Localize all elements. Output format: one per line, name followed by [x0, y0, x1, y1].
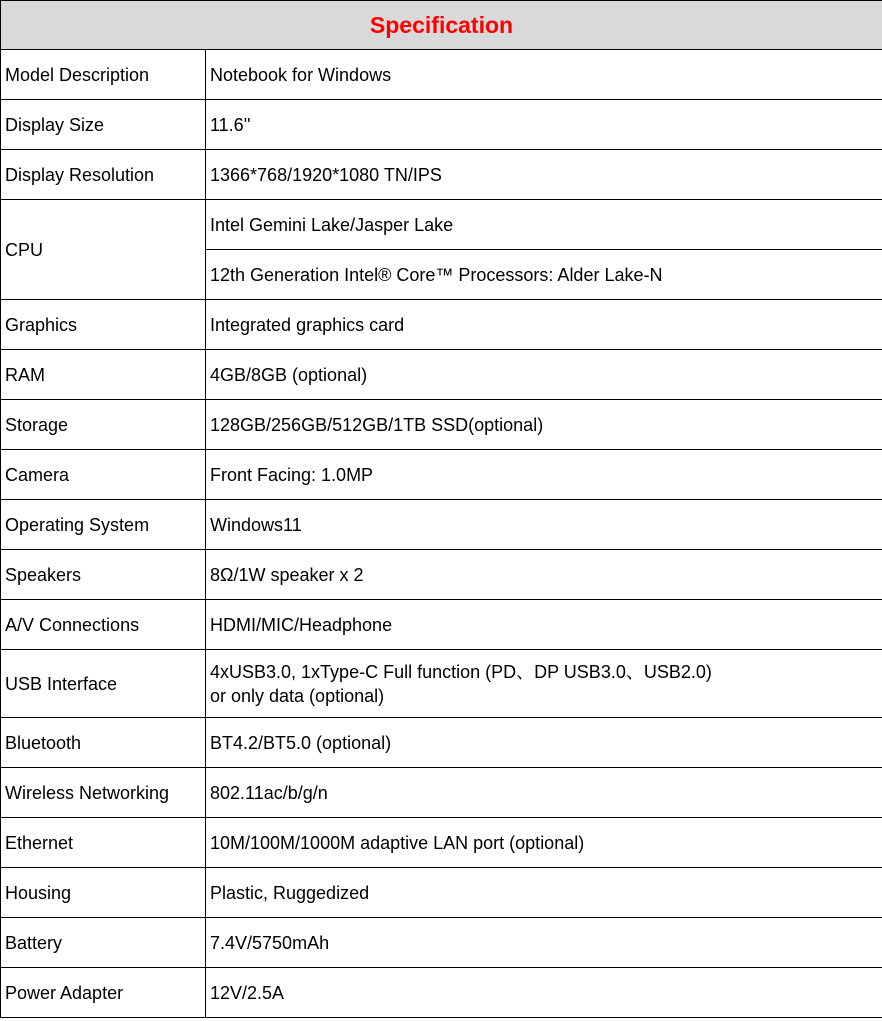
spec-value: 4GB/8GB (optional)	[206, 350, 882, 400]
spec-value: 12th Generation Intel® Core™ Processors: Alder Lake-N	[206, 250, 882, 300]
spec-label: Power Adapter	[1, 968, 206, 1018]
spec-label: CPU	[1, 200, 206, 300]
spec-value: 12V/2.5A	[206, 968, 882, 1018]
spec-label: A/V Connections	[1, 600, 206, 650]
spec-value: 1366*768/1920*1080 TN/IPS	[206, 150, 882, 200]
table-title: Specification	[1, 1, 882, 50]
spec-value: Notebook for Windows	[206, 50, 882, 100]
spec-value: Integrated graphics card	[206, 300, 882, 350]
spec-row-housing	[1, 868, 882, 918]
spec-label: Model Description	[1, 50, 206, 100]
spec-value: 802.11ac/b/g/n	[206, 768, 882, 818]
spec-label: Operating System	[1, 500, 206, 550]
spec-value: Intel Gemini Lake/Jasper Lake	[206, 200, 882, 250]
spec-label: Graphics	[1, 300, 206, 350]
spec-label: RAM	[1, 350, 206, 400]
spec-value: 128GB/256GB/512GB/1TB SSD(optional)	[206, 400, 882, 450]
spec-row-wireless-networking	[1, 768, 882, 818]
spec-value: 10M/100M/1000M adaptive LAN port (optional)	[206, 818, 882, 868]
spec-row-ethernet	[1, 818, 882, 868]
spec-value: 11.6''	[206, 100, 882, 150]
spec-row-bluetooth	[1, 718, 882, 768]
spec-label: Wireless Networking	[1, 768, 206, 818]
spec-label: Camera	[1, 450, 206, 500]
spec-value: Front Facing: 1.0MP	[206, 450, 882, 500]
spec-row-display-size	[1, 100, 882, 150]
spec-value: 4xUSB3.0, 1xType-C Full function (PD、DP USB3.0、USB2.0) or only data (optional)	[206, 650, 882, 718]
spec-label: Bluetooth	[1, 718, 206, 768]
spec-row-model-description	[1, 50, 882, 100]
spec-row-storage	[1, 400, 882, 450]
spec-row-usb-interface	[1, 650, 882, 718]
spec-label: Ethernet	[1, 818, 206, 868]
spec-label: Display Resolution	[1, 150, 206, 200]
spec-row-battery	[1, 918, 882, 968]
spec-row-camera	[1, 450, 882, 500]
spec-row-ram	[1, 350, 882, 400]
spec-row-av-connections	[1, 600, 882, 650]
spec-row-speakers	[1, 550, 882, 600]
spec-label: Housing	[1, 868, 206, 918]
spec-row-display-resolution	[1, 150, 882, 200]
spec-label: Battery	[1, 918, 206, 968]
spec-row-graphics	[1, 300, 882, 350]
spec-label: Display Size	[1, 100, 206, 150]
spec-value: 7.4V/5750mAh	[206, 918, 882, 968]
spec-value: Plastic, Ruggedized	[206, 868, 882, 918]
spec-label: Storage	[1, 400, 206, 450]
spec-row-operating-system	[1, 500, 882, 550]
spec-value: 8Ω/1W speaker x 2	[206, 550, 882, 600]
spec-label: Speakers	[1, 550, 206, 600]
spec-label: USB Interface	[1, 650, 206, 718]
spec-row-power-adapter	[1, 968, 882, 1018]
spec-row-cpu	[1, 200, 882, 250]
spec-value: Windows11	[206, 500, 882, 550]
title-row	[1, 1, 882, 50]
spec-value: BT4.2/BT5.0 (optional)	[206, 718, 882, 768]
spec-value: HDMI/MIC/Headphone	[206, 600, 882, 650]
